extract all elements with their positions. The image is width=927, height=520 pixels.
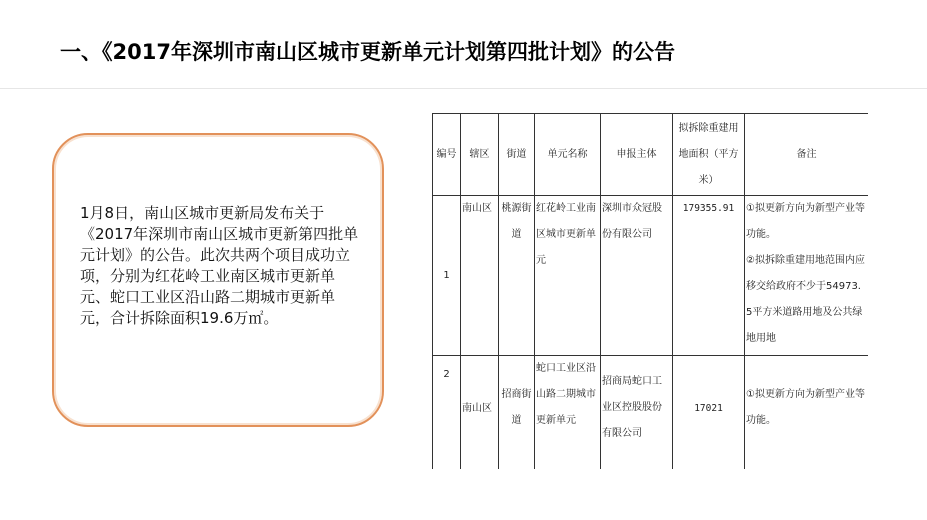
header-note: 备注 bbox=[745, 114, 869, 196]
cell-area: 179355.91 bbox=[673, 196, 745, 356]
note-line: ②拟拆除重建用地范围内应移交给政府不少于54973.5平方米道路用地及公共绿地用地 bbox=[746, 255, 865, 344]
cell-note bbox=[745, 196, 869, 356]
cell-note bbox=[745, 356, 869, 470]
title-divider bbox=[0, 88, 927, 89]
header-unit: 单元名称 bbox=[535, 114, 601, 196]
cell-street: 招商街道 bbox=[499, 356, 535, 470]
header-street: 街道 bbox=[499, 114, 535, 196]
note-line: ①拟更新方向为新型产业等功能。 bbox=[746, 389, 865, 426]
plan-table bbox=[432, 113, 868, 469]
cell-unit: 红花岭工业南区城市更新单元 bbox=[535, 196, 601, 356]
table-row bbox=[433, 356, 869, 470]
slide-title: 一、《2017年深圳市南山区城市更新单元计划第四批计划》的公告 bbox=[60, 40, 675, 64]
note-line: ①拟更新方向为新型产业等功能。 bbox=[746, 203, 865, 240]
header-area: 拟拆除重建用地面积（平方米） bbox=[673, 114, 745, 196]
plan-table-container bbox=[432, 113, 868, 469]
header-district: 辖区 bbox=[461, 114, 499, 196]
cell-district: 南山区 bbox=[461, 356, 499, 470]
cell-district: 南山区 bbox=[461, 196, 499, 356]
header-applicant: 申报主体 bbox=[601, 114, 673, 196]
cell-area: 17021 bbox=[673, 356, 745, 470]
cell-unit: 蛇口工业区沿山路二期城市更新单元 bbox=[535, 356, 601, 470]
cell-street: 桃源街道 bbox=[499, 196, 535, 356]
cell-no: 2 bbox=[433, 356, 461, 470]
cell-applicant: 招商局蛇口工业区控股股份有限公司 bbox=[601, 356, 673, 470]
cell-applicant: 深圳市众冠股份有限公司 bbox=[601, 196, 673, 356]
table-header-row bbox=[433, 114, 869, 196]
header-no: 编号 bbox=[433, 114, 461, 196]
table-row bbox=[433, 196, 869, 356]
cell-no: 1 bbox=[433, 196, 461, 356]
summary-text: 1月8日，南山区城市更新局发布关于《2017年深圳市南山区城市更新第四批单元计划》的公告。此次共两个项目成功立项，分别为红花岭工业南区城市更新单元、蛇口工业区沿山路二期城市更新单元，合计拆除面积19.6万㎡。 bbox=[80, 204, 359, 327]
